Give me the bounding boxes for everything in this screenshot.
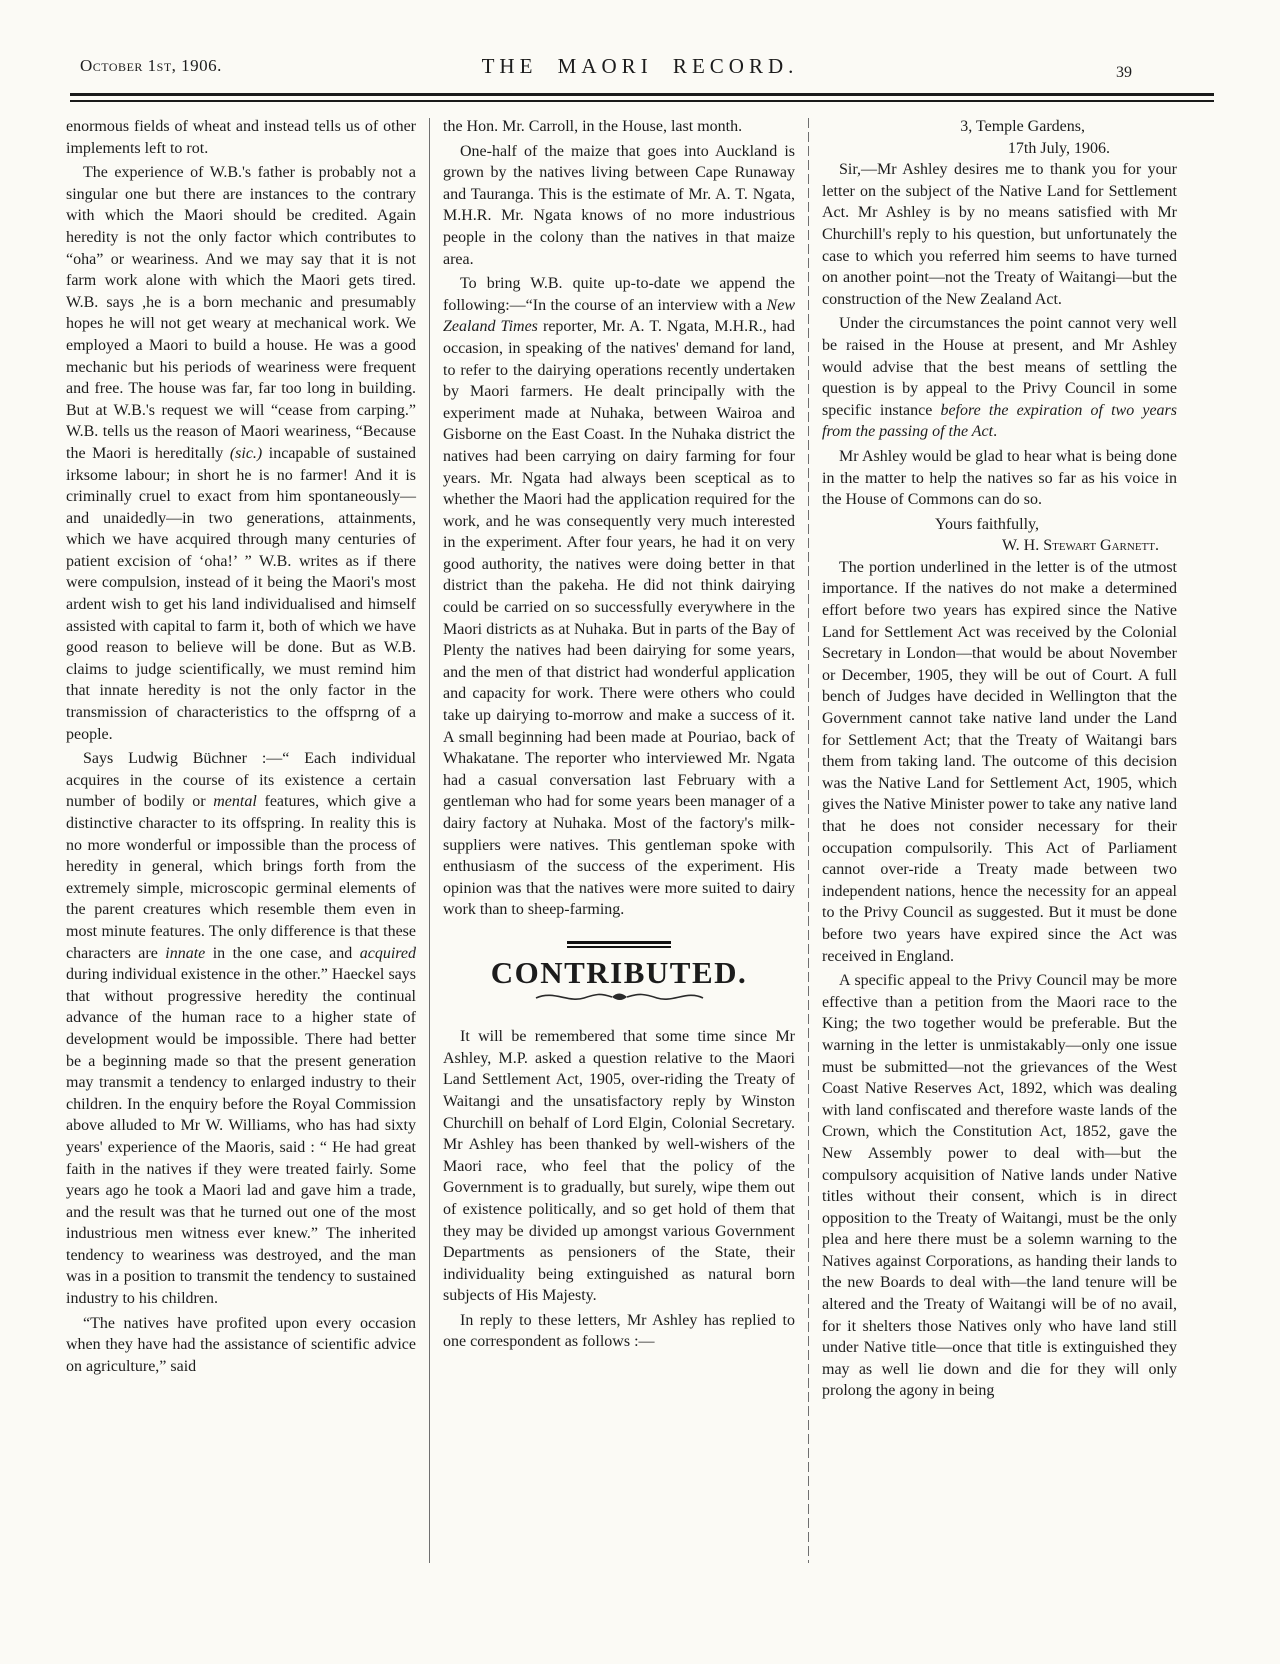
text-run: The experience of W.B.'s father is probably not a singular one but there are instances to the contrary with which the Maori should be credited. Again heredity is not the only factor which contributes to “oha” or weariness. And we may say that it is not farm work alone with which the Maori gets tired. W.B. says ,he is a born mechanic and presumably hopes he will not get weary at mechanical work. We employed a Maori to build a house. He was a good mechanic but his periods of weariness were frequent and free. The house was far, far too long in building. But at W.B.'s request we will “cease from carping.” W.B. tells us the reason of Maori weariness, “Because the Maori is hereditally	[66, 164, 416, 462]
text-column-3	[822, 116, 1177, 1563]
text-run: W. H. Stewart Garnett.	[1002, 537, 1159, 555]
paragraph	[822, 970, 1177, 1402]
letter-date-line	[822, 138, 1177, 160]
section-divider	[567, 941, 671, 948]
italic-text: innate	[165, 944, 206, 962]
text-run: Sir,—Mr Ashley desires me to thank you for your letter on the subject of the Native Land for Settlement Act. Mr Ashley is by no means satisfied with Mr Churchill's reply to his question, but unfortunately the case to which you referred him seems to have turned on another point—not the Treaty of Waitangi—but the construction of the New Zealand Act.	[822, 161, 1177, 308]
italic-text: before the expiration of two years from the passing of the Act	[822, 401, 1178, 441]
italic-text: New Zealand Times	[443, 296, 795, 336]
page-number: 39	[1116, 64, 1132, 81]
letter-address-line	[822, 116, 1177, 138]
text-run: A specific appeal to the Privy Council may be more effective than a petition from the Maori race to the King; the two together would be preferable. But the warning in the letter is unmistakably—only one issue must be submitted—not the grievances of the West Coast Native Reserves Act, 1892, which was dealing with land confiscated and therefore waste lands of the Crown, which the Constitution Act, 1852, gave the New Assembly power to deal with—but the compulsory acquisition of Native lands under Native titles without their consent, which is in direct opposition to the Treaty of Waitangi, must be the only plea and here there must be a solemn warning to the Natives against Corporations, as handing their lands to the new Boards to deal with—the land tenure will be altered and the Treaty of Waitangi will be of no avail, for it shelters those Natives only who have land still under Native title—once that title is extinguished they may as well lie down and die for they will only prolong the agony in being	[822, 972, 1177, 1400]
text-run: enormous fields of wheat and instead tells us of other implements left to rot.	[66, 118, 416, 157]
text-run: It will be remembered that some time since Mr Ashley, M.P. asked a question relative to the Maori Land Settlement Act, 1905, over-riding the Treaty of Waitangi and the unsatisfactory reply by Winston Churchill on behalf of Lord Elgin, Colonial Secretary. Mr Ashley has been thanked by well-wishers of the Maori race, who feel that the policy of the Government is to gradually, but surely, wipe them out of existence politically, and so get hold of them that they may be divided up amongst various Government Departments as pensioners of the State, their individuality being extinguished as natural born subjects of His Majesty.	[443, 1028, 795, 1305]
paragraph	[443, 1310, 795, 1353]
italic-text: mental	[213, 793, 257, 811]
text-run: during individual existence in the other.” Haeckel says that without progressive heredity the continual advance of the human race to a higher state of development would be impossible. There had better be a beginning made so that the present generation may transmit a tendency to enlarged industry to their children. In the enquiry before the Royal Commission above alluded to Mr W. Williams, who has had sixty years' experience of the Maoris, said : “ He had great faith in the natives if they were treated fairly. Some years ago he took a Maori lad and gave him a trade, and the result was that he turned out one of the most industrious men witness ever knew.” The inherited tendency to weariness was destroyed, and the man was in a position to transmit the tendency to sustained industry to his children.	[66, 966, 416, 1308]
text-run: Mr Ashley would be glad to hear what is being done in the matter to help the natives so far as his voice in the House of Commons can do so.	[822, 447, 1177, 509]
text-run: The portion underlined in the letter is of the utmost importance. If the natives do not make a determined effort before two years has expired since the Native Land for Settlement Act was received by the Colonial Secretary in London—that would be about November or December, 1905, they will be out of Court. A full bench of Judges have decided in Wellington that the Government cannot take native land under the Land for Settlement Act; that the Treaty of Waitangi bars them from taking land. The outcome of this decision was the Native Land for Settlement Act, 1905, which gives the Native Minister power to take any native land that he does not consider necessary for their occupation compulsorily. This Act of Parliament cannot over-ride a Treaty made between two independent nations, hence the necessity for an appeal to the Privy Council as suggested. But it must be done before two years have expired since the Act was received in England.	[822, 558, 1178, 965]
paragraph	[66, 748, 416, 1309]
text-run: Yours faithfully,	[934, 515, 1039, 533]
header-rule	[70, 93, 1214, 102]
masthead-title: THE MAORI RECORD.	[481, 54, 799, 78]
text-run: in the one case, and	[205, 944, 360, 962]
signature-line	[822, 535, 1177, 557]
flourish-icon	[532, 988, 707, 1006]
text-run: Says Ludwig Büchner :—“ Each individual acquires in the course of its existence a certain number of bodily or	[66, 750, 416, 811]
text-run: To bring W.B. quite up-to-date we append the following:—“In the course of an interview with a	[443, 275, 795, 314]
column-rule	[808, 118, 809, 1563]
text-run: 17th July, 1906.	[1007, 139, 1110, 157]
text-column-2	[443, 116, 795, 1563]
article-columns	[66, 116, 1177, 1563]
flourish-ornament	[443, 988, 795, 1013]
text-run: features, which give a distinctive character to its offspring. In reality this is no more wonderful or impossible than the process of heredity in general, which brings forth from the extremely simple, microscopic germinal elements of the parent creatures which resemble them even in most minute features. The only difference is that these characters are	[66, 793, 416, 962]
issue-date: October 1st, 1906.	[80, 56, 222, 75]
paragraph	[443, 273, 795, 921]
letter-closing-line	[822, 514, 1177, 536]
text-run: incapable of sustained irksome labour; in short he is no farmer! And it is criminally cruel to exact from him spontaneously—and unaidedly—in two generations, attainments, which we have acquired through many centuries of patient excision of ‘oha!’ ” W.B. writes as if there were compulsion, instead of it being the Maori's most ardent wish to get his land individualised and himself assisted with capital to farm it, both of which we have good reason to believe will be done. But as W.B. claims to judge scientifically, we must remind him that innate heredity is not the only factor in the transmission of characteristics to the offsprng of a people.	[66, 444, 417, 743]
text-column-1	[66, 116, 416, 1563]
paragraph	[822, 446, 1177, 511]
text-run: One-half of the maize that goes into Auckland is grown by the natives living between Cape Runaway and Tauranga. This is the estimate of Mr. A. T. Ngata, M.H.R. Mr. Ngata knows of no more industrious people in the colony than the natives in that maize area.	[443, 142, 795, 268]
text-run: “The natives have profited upon every occasion when they have had the assistance of scientific advice on agriculture,” said	[66, 1314, 416, 1375]
text-run: .	[993, 423, 998, 441]
paragraph	[443, 1026, 795, 1307]
text-run: In reply to these letters, Mr Ashley has replied to one correspondent as follows :—	[443, 1311, 795, 1351]
paragraph	[66, 1313, 416, 1378]
text-run: reporter, Mr. A. T. Ngata, M.H.R., had occasion, in speaking of the natives' demand for land, to refer to the dairying operations recently undertaken by Maori farmers. He dealt principally with the experiment made at Nuhaka, between Wairoa and Gisborne on the East Coast. In the Nuhaka district the natives had been carrying on dairy farming for four years. Mr. Ngata had always been sceptical as to whether the Maori had the application required for the work, and he was consequently very much interested in the experiment. After four years, he had it on very good authority, the natives were doing better in that district than the pakeha. He did not think dairying could be carried on so successfully everywhere in the Maori districts as at Nuhaka. But in parts of the Bay of Plenty the natives had been dairying for some years, and the men of that district had wonderful application and capacity for work. There were others who could take up dairying to-morrow and make a success of it. A small beginning had been made at Pouriao, back of Whakatane. The reporter who interviewed Mr. Ngata had a casual conversation last February with a gentleman who had for some years been manager of a dairy factory at Nuhaka. Most of the factory's milk-suppliers were natives. This gentleman spoke with enthusiasm of the success of the experiment. His opinion was that the natives were more suited to dairy work than to sheep-farming.	[443, 318, 795, 919]
paragraph	[822, 313, 1177, 443]
paragraph	[822, 159, 1177, 310]
text-run: 3, Temple Gardens,	[960, 118, 1085, 135]
italic-text: (sic.)	[229, 444, 263, 462]
paragraph	[66, 162, 416, 745]
column-rule	[429, 118, 430, 1563]
paragraph	[822, 557, 1177, 967]
paragraph	[66, 116, 416, 159]
italic-text: acquired	[359, 944, 416, 962]
paragraph	[443, 141, 795, 271]
text-run: Under the circumstances the point cannot very well be raised in the House at present, and Mr Ashley would advise that the best means of settling the question is by appeal to the Privy Council in some specific instance	[822, 315, 1177, 419]
paragraph	[443, 116, 795, 138]
text-run: the Hon. Mr. Carroll, in the House, last month.	[443, 118, 743, 135]
section-heading: CONTRIBUTED.	[490, 954, 748, 990]
